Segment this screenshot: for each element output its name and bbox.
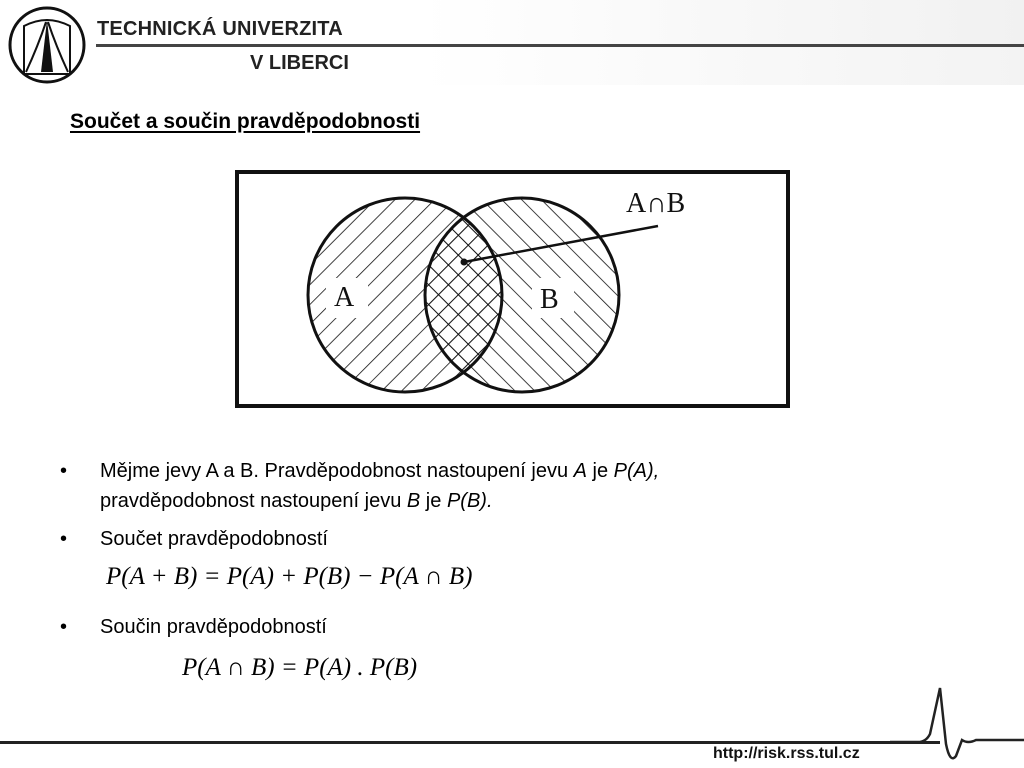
label-a: A (334, 282, 355, 313)
tul-tower-logo-icon (8, 6, 86, 84)
university-name-line1: TECHNICKÁ UNIVERZITA (97, 18, 343, 40)
venn-diagram (230, 166, 795, 412)
bullet-text: Součin pravděpodobností (100, 616, 327, 638)
label-intersection: A∩B (626, 188, 686, 219)
heartbeat-pulse-icon (890, 684, 1024, 768)
label-b: B (540, 284, 559, 315)
university-name-line2: V LIBERCI (250, 52, 349, 74)
footer-rule (0, 741, 940, 744)
formula-product: P(A ∩ B) = P(A) . P(B) (182, 654, 418, 681)
bullet-marker: • (60, 616, 68, 638)
header-rule (96, 44, 1024, 47)
header-background-lower (420, 47, 1024, 85)
slide-title: Součet a součin pravděpodobnosti (70, 110, 421, 133)
formula-sum: P(A + B) = P(A) + P(B) − P(A ∩ B) (106, 563, 473, 590)
bullet-text: Součet pravděpodobností (100, 528, 328, 550)
footer-url-link[interactable]: http://risk.rss.tul.cz (713, 745, 860, 762)
bullet-marker: • (60, 528, 68, 550)
bullet-marker: • (60, 460, 68, 482)
header-background (420, 0, 1024, 44)
bullet-text-line2: pravděpodobnost nastoupení jevu B je P(B). (100, 490, 493, 512)
bullet-text-line1: Mějme jevy A a B. Pravděpodobnost nastoupení jevu A je P(A), (100, 460, 660, 482)
